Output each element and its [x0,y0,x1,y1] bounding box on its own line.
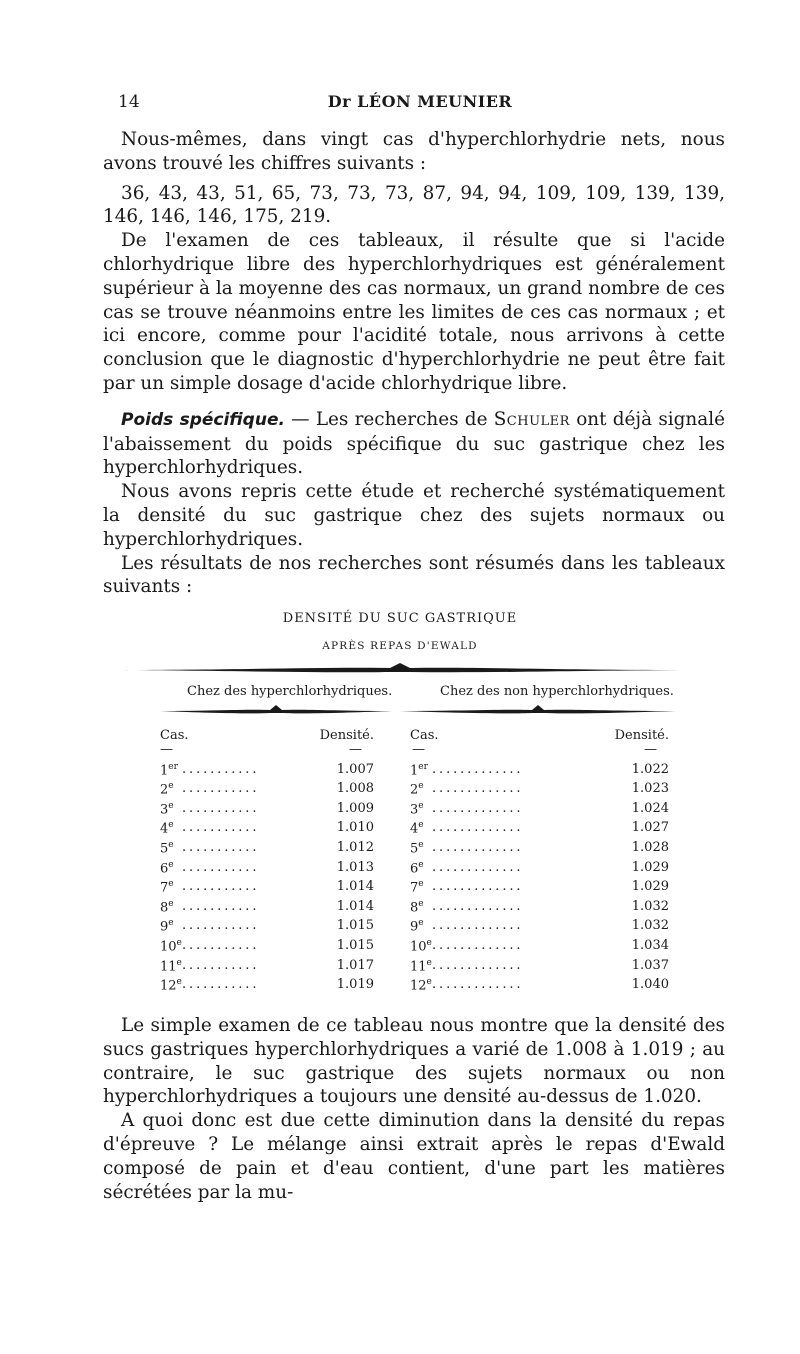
table-row [410,840,669,860]
table-row [160,958,374,978]
case-label: 11e [410,957,432,974]
case-label: 1er [410,761,428,778]
case-label: 5e [410,839,424,857]
case-label: 10e [160,937,182,955]
case-label: 9e [160,918,174,935]
paragraph-table-analysis: Le simple examen de ce tableau nous montre que la densité des sucs gastriques hyperchlorhydriques a varié de 1.008 à 1.019 ; au contraire, le suc gastrique des sujets normaux ou non hyperchlorhydriques a toujours une densité au-dessus de 1.020. [103,1015,725,1108]
density-value: 1.032 [631,918,669,934]
ornamental-rule-top [120,660,680,676]
dot-leader: ............. [432,937,524,953]
table-row [160,879,374,899]
dot-leader: ........... [182,898,260,914]
density-value: 1.017 [336,957,374,973]
dot-leader: ............. [432,800,524,816]
case-label: 8e [160,898,174,916]
page-number: 14 [118,92,140,112]
author-name: Schuler [493,408,570,430]
table-row [160,938,374,958]
table-row [410,781,669,801]
dot-leader: ............. [432,859,524,875]
density-value: 1.029 [631,879,669,895]
density-value: 1.008 [336,781,374,797]
dot-leader: ............. [432,977,524,993]
case-label: 7e [160,879,174,896]
case-column-header: Cas. [160,728,189,743]
paragraph-question: A quoi donc est due cette diminution dans la densité du repas d'épreuve ? Le mélange ainsi extrait après le repas d'Ewald composé de pain et d'eau contient, d'une part les matières sécrétées par la mu- [103,1110,725,1203]
paragraph-intro: Nous-mêmes, dans vingt cas d'hyperchlorhydrie nets, nous avons trouvé les chiffres suivants : [103,129,725,174]
case-label: 11e [160,957,182,974]
case-label: 3e [160,800,174,818]
density-value: 1.024 [631,800,669,816]
right-header-dashes: — — [412,741,657,757]
case-label: 6e [410,859,424,876]
density-value: 1.014 [336,879,374,895]
table-subtitle: APRÈS REPAS D'EWALD [322,640,478,652]
case-column-header: Cas. [410,728,439,743]
density-value: 1.029 [631,859,669,875]
density-column-header: Densité. [319,728,374,743]
table-row [160,801,374,821]
table-row [160,918,374,938]
dot-leader: ........... [182,977,260,993]
right-table [410,728,669,997]
density-value: 1.023 [631,781,669,797]
table-row [160,977,374,997]
dot-leader: ............. [432,781,524,797]
left-table [160,728,374,997]
table-row [410,762,669,782]
dot-leader: ........... [182,879,260,895]
table-row [160,762,374,782]
dot-leader: ........... [182,957,260,973]
table-title: DENSITÉ DU SUC GASTRIQUE [282,611,518,626]
density-value: 1.032 [631,898,669,914]
table-row [410,958,669,978]
dot-leader: ........... [182,800,260,816]
dot-leader: ........... [182,859,260,875]
density-value: 1.019 [336,977,374,993]
table-row [410,820,669,840]
dot-leader: ............. [432,918,524,934]
right-column-rule [400,702,676,716]
table-row [410,801,669,821]
section-title: Poids spécifique. [121,409,285,430]
case-label: 8e [410,898,424,916]
right-column-heading: Chez des non hyperchlorhydriques. [440,684,674,699]
left-column-heading: Chez des hyperchlorhydriques. [187,684,393,699]
left-rows [160,762,374,997]
dot-leader: ........... [182,918,260,934]
right-rows [410,762,669,997]
table-row [410,938,669,958]
density-value: 1.034 [631,937,669,953]
table-row [160,820,374,840]
density-value: 1.012 [336,839,374,855]
table-row [160,899,374,919]
density-column-header: Densité. [614,728,669,743]
case-label: 10e [410,937,432,955]
table-row [160,860,374,880]
paragraph-poids-specifique: Poids spécifique. — Les recherches de Schuler ont déjà signalé l'abaissement du poids spécifique du suc gastrique chez les hyperchlorhydriques. [103,408,725,479]
dot-leader: ........... [182,820,260,836]
density-value: 1.037 [631,957,669,973]
case-label: 7e [410,879,424,896]
table-row [410,860,669,880]
density-value: 1.007 [336,761,374,777]
density-value: 1.010 [336,820,374,836]
table-row [160,840,374,860]
table-row [410,918,669,938]
dot-leader: ........... [182,937,260,953]
density-value: 1.013 [336,859,374,875]
density-value: 1.015 [336,918,374,934]
density-value: 1.028 [631,839,669,855]
left-header-dashes: — — [160,741,362,757]
table-row [410,899,669,919]
density-value: 1.022 [631,761,669,777]
running-title: Dr LÉON MEUNIER [327,92,513,111]
dot-leader: ............. [432,898,524,914]
paragraph-results: Les résultats de nos recherches sont résumés dans les tableaux suivants : [103,552,725,598]
dot-leader: ............. [432,839,524,855]
running-header [118,92,722,116]
case-label: 9e [410,918,424,935]
dot-leader: ........... [182,839,260,855]
density-value: 1.040 [631,977,669,993]
case-label: 4e [410,820,424,837]
case-label: 1er [160,761,178,778]
density-value: 1.015 [336,937,374,953]
dot-leader: ............. [432,879,524,895]
dot-leader: ........... [182,781,260,797]
text-block-bottom [103,1014,725,1204]
case-label: 4e [160,820,174,837]
number-list: 36, 43, 43, 51, 65, 73, 73, 73, 87, 94, 94, 109, 109, 139, 139, 146, 146, 146, 175, 219. [103,182,725,228]
paragraph-conclusion: De l'examen de ces tableaux, il résulte que si l'acide chlorhydrique libre des hyperchlorhydriques est généralement supérieur à la moyenne des cas normaux, un grand nombre de ces cas se trouve néanmoins entre les limites de ces cas normaux ; et ici encore, comme pour l'acidité totale, nous arrivons à cette conclusion que le diagnostic d'hyperchlorhydrie ne peut être fait par un simple dosage d'acide chlorhydrique libre. [103,230,725,394]
case-label: 3e [410,800,424,818]
case-label: 12e [410,977,432,994]
dot-leader: ............. [432,820,524,836]
table-row [410,977,669,997]
dot-leader: ........... [182,761,260,777]
left-column-rule [160,702,392,716]
case-label: 2e [410,781,424,798]
dot-leader: ............. [432,957,524,973]
case-label: 5e [160,839,174,857]
density-value: 1.009 [336,800,374,816]
case-label: 2e [160,781,174,798]
density-value: 1.027 [631,820,669,836]
case-label: 12e [160,977,182,994]
paragraph-study: Nous avons repris cette étude et recherché systématiquement la densité du suc gastrique chez des sujets normaux ou hyperchlorhydriques. [103,481,725,550]
text-block-top [103,128,725,599]
table-row [410,879,669,899]
table-row [160,781,374,801]
case-label: 6e [160,859,174,876]
dot-leader: ............. [432,761,524,777]
density-value: 1.014 [336,898,374,914]
